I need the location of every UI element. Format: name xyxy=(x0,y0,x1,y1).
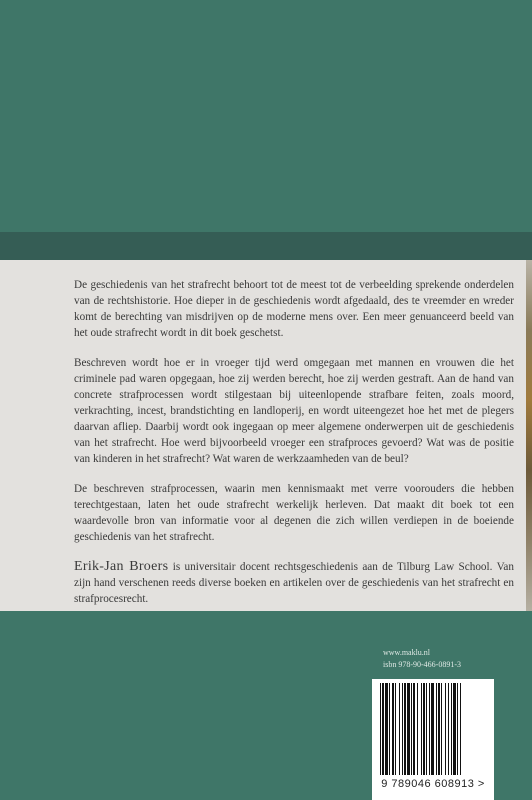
publisher-info xyxy=(383,647,461,671)
barcode-bar xyxy=(457,683,458,775)
photo-edge-image xyxy=(526,260,532,611)
barcode-bar xyxy=(395,683,396,775)
blurb-paragraph-1: De geschiedenis van het strafrecht behoort tot de meest tot de verbeelding sprekende onderdelen van de rechtshistorie. Hoe dieper in de geschiedenis wordt afgedaald, des te vreemder en wreder komt de berechting van misdrijven op de moderne mens over. Een meer genuanceerd beeld van het oude strafrecht wordt in dit boek geschetst. xyxy=(74,279,514,339)
barcode xyxy=(372,679,494,800)
publisher-isbn: isbn 978-90-466-0891-3 xyxy=(383,660,461,669)
barcode-bar xyxy=(431,683,434,775)
author-paragraph xyxy=(74,559,514,607)
barcode-bar xyxy=(417,683,418,775)
barcode-bar xyxy=(380,683,381,775)
cover-dark-strip xyxy=(0,232,532,260)
barcode-bar xyxy=(411,683,412,775)
barcode-bar xyxy=(407,683,410,775)
barcode-bar xyxy=(385,683,388,775)
barcode-bar xyxy=(453,683,456,775)
barcode-bar xyxy=(421,683,422,775)
author-bio: is universitair docent rechtsgeschiedenis aan de Tilburg Law School. Van zijn hand verschenen reeds diverse boeken en artikelen over de geschiedenis van het strafrecht en strafprocesrecht. xyxy=(74,561,514,605)
barcode-bar xyxy=(402,683,403,775)
barcode-bar xyxy=(423,683,425,775)
barcode-digits: 9 789046 608913 > xyxy=(381,778,485,790)
barcode-bar xyxy=(460,683,461,775)
publisher-website: www.maklu.nl xyxy=(383,648,431,657)
author-name: Erik-Jan Broers xyxy=(74,559,169,574)
barcode-bar xyxy=(451,683,452,775)
barcode-bar xyxy=(413,683,415,775)
blurb-paragraph-3: De beschreven strafprocessen, waarin men kennismaakt met verre voorouders die hebben terechtgestaan, laten het oude strafrecht werkelijk herleven. Dat maakt dit boek tot een waardevolle bron van informatie voor al degenen die zich willen verdiepen in de boeiende geschiedenis van het strafrecht. xyxy=(74,483,514,543)
barcode-bar xyxy=(436,683,437,775)
cover-top-band xyxy=(0,0,532,232)
barcode-bar xyxy=(389,683,390,775)
barcode-bar xyxy=(404,683,406,775)
barcode-bar xyxy=(429,683,430,775)
barcode-bar xyxy=(399,683,400,775)
barcode-bar xyxy=(438,683,440,775)
barcode-bar xyxy=(445,683,446,775)
barcode-bars xyxy=(376,683,490,777)
barcode-bar xyxy=(426,683,427,775)
blurb-paragraph-2: Beschreven wordt hoe er in vroeger tijd werd omgegaan met mannen en vrouwen die het criminele pad waren opgegaan, hoe zij werden berecht, hoe zij werden gestraft. Aan de hand van concrete strafprocessen wordt stilgestaan bij uiteenlopende strafbare feiten, zoals moord, verkrachting, incest, brandstichting en landloperij, en wordt uiteengezet hoe het met de plegers daarvan afliep. Daarbij wordt ook ingegaan op meer algemene onderwerpen uit de geschiedenis van het strafrecht. Hoe werd bijvoorbeeld vroeger een strafproces gevoerd? Wat was de positie van kinderen in het strafrecht? Wat waren de werkzaamheden van de beul? xyxy=(74,357,514,465)
barcode-bar xyxy=(382,683,384,775)
barcode-bar xyxy=(441,683,442,775)
blurb-text xyxy=(74,277,514,621)
barcode-bar xyxy=(392,683,394,775)
barcode-bar xyxy=(448,683,449,775)
